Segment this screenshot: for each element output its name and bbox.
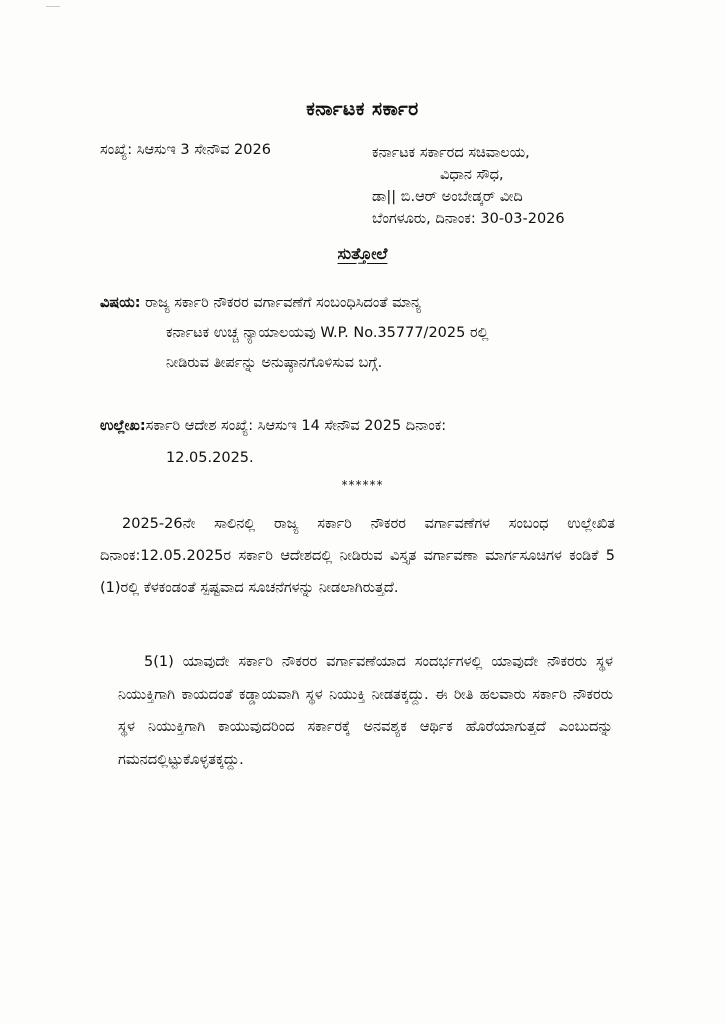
issuing-office-address <box>372 142 565 230</box>
address-line: ಕರ್ನಾಟಕ ಸರ್ಕಾರದ ಸಚಿವಾಲಯ, <box>372 145 530 161</box>
body-paragraph: 2025-26ನೇ ಸಾಲಿನಲ್ಲಿ ರಾಜ್ಯ ಸರ್ಕಾರಿ ನೌಕರರ ವರ್ಗಾವಣೆಗಳ ಸಂಬಂಧ ಉಲ್ಲೇಖಿತ ದಿನಾಂಕ:12.05.2025ರ ಸರ್ಕಾರಿ ಆದೇಶದಲ್ಲಿ ನೀಡಿರುವ ವಿಸ್ತೃತ ವರ್ಗಾವಣಾ ಮಾರ್ಗಸೂಚಿಗಳ ಕಂಡಿಕೆ 5 (1)ರಲ್ಲಿ ಕೆಳಕಂಡಂತೆ ಸ್ಪಷ್ಟವಾದ ಸೂಚನೆಗಳನ್ನು ನೀಡಲಾಗಿರುತ್ತದೆ. <box>100 516 615 596</box>
reference-line: ಸರ್ಕಾರಿ ಆದೇಶ ಸಂಖ್ಯೆ: ಸಿಆಸುಇ 14 ಸೇನೌವ 2025 ದಿನಾಂಕ: <box>145 418 447 434</box>
subject-line: ರಾಜ್ಯ ಸರ್ಕಾರಿ ನೌಕರರ ವರ್ಗಾವಣೆಗೆ ಸಂಬಂಧಿಸಿದಂತೆ ಮಾನ್ಯ <box>145 295 422 311</box>
quoted-guideline-paragraph: 5(1) ಯಾವುದೇ ಸರ್ಕಾರಿ ನೌಕರರ ವರ್ಗಾವಣೆಯಾದ ಸಂದರ್ಭಗಳಲ್ಲಿ ಯಾವುದೇ ನೌಕರರು ಸ್ಥಳ ನಿಯುಕ್ತಿಗಾಗಿ ಕಾಯದಂತೆ ಕಡ್ಡಾಯವಾಗಿ ಸ್ಥಳ ನಿಯುಕ್ತಿ ನೀಡತಕ್ಕದ್ದು. ಈ ರೀತಿ ಹಲವಾರು ಸರ್ಕಾರಿ ನೌಕರರು ಸ್ಥಳ ನಿಯುಕ್ತಿಗಾಗಿ ಕಾಯುವುದರಿಂದ ಸರ್ಕಾರಕ್ಕೆ ಅನವಶ್ಯಕ ಆರ್ಥಿಕ ಹೊರೆಯಾಗುತ್ತದೆ ಎಂಬುದನ್ನು ಗಮನದಲ್ಲಿಟ್ಟುಕೊಳ್ಳತಕ್ಕದ್ದು. <box>118 654 613 768</box>
subject-block <box>100 288 620 378</box>
reference-line: 12.05.2025. <box>166 450 254 466</box>
circular-heading-text: ಸುತ್ತೋಲೆ <box>337 244 388 263</box>
address-date-line: ಬೆಂಗಳೂರು, ದಿನಾಂಕ: 30-03-2026 <box>372 211 565 227</box>
subject-line: ನೀಡಿರುವ ತೀರ್ಪನ್ನು ಅನುಷ್ಠಾನಗೊಳಿಸುವ ಬಗ್ಗೆ. <box>166 355 383 371</box>
address-line: ವಿಧಾನ ಸೌಧ, <box>440 167 504 183</box>
order-reference-number: ಸಂಖ್ಯೆ: ಸಿಆಸುಇ 3 ಸೇನೌವ 2026 <box>100 142 271 158</box>
reference-label: ಉಲ್ಲೇಖ: <box>100 418 146 434</box>
subject-label: ವಿಷಯ: <box>100 295 141 311</box>
government-title: ಕರ್ನಾಟಕ ಸರ್ಕಾರ <box>306 98 419 120</box>
section-separator: ****** <box>341 478 384 492</box>
reference-block <box>100 410 630 474</box>
subject-line: ಕರ್ನಾಟಕ ಉಚ್ಚ ನ್ಯಾಯಾಲಯವು W.P. No.35777/2025 ರಲ್ಲಿ <box>166 325 489 341</box>
address-line: ಡಾ|| ಬಿ.ಆರ್ ಅಂಬೇಡ್ಕರ್ ವೀದಿ <box>372 189 523 205</box>
circular-heading <box>0 244 725 264</box>
scan-mark <box>46 6 60 7</box>
